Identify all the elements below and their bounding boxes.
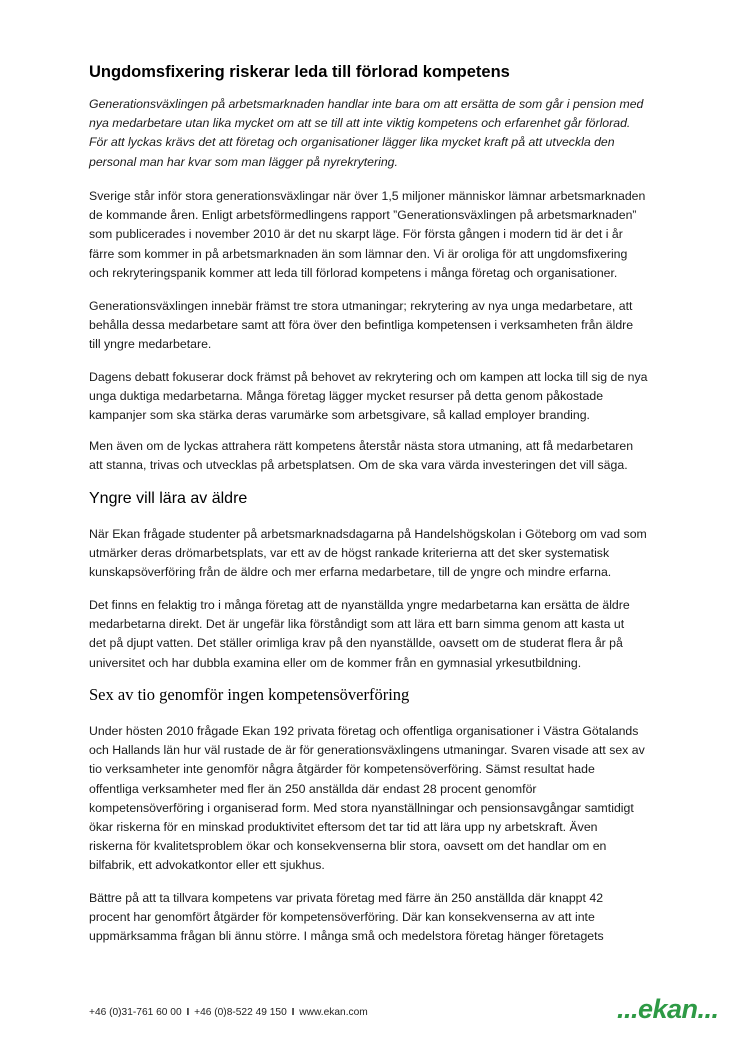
- paragraph: Det finns en felaktig tro i många företag att de nyanställda yngre medarbetarna kan ersätta de äldre medarbetarna direkt. Det är ungefär lika förståndigt som att lära ett barn simma genom att kasta ut det på djupt vatten. Det ställer orimliga krav på den nyanställde, oavsett om de studerat flera år på universitet och har dubbla examina eller om de kommer från en gymnasial yrkesutbildning.: [89, 598, 630, 670]
- paragraph: Dagens debatt fokuserar dock främst på behovet av rekrytering och om kampen att locka till sig de nya unga duktiga medarbetarna. Många företag lägger mycket resurser på detta genom påkostade kampanjer som ska stärka deras varumärke som arbetsgivare, så kallad employer branding.: [89, 370, 648, 423]
- footer-separator: I: [186, 1007, 190, 1018]
- paragraph: Sverige står inför stora generationsväxlingar när över 1,5 miljoner människor lämnar arbetsmarknaden de kommande åren. Enligt arbetsförmedlingens rapport ”Generationsväxlingen på arbetsmarknaden” som publicerades i november 2010 är det nu skarpt läge. För första gången i modern tid är det i år färre som kommer in på arbetsmarknaden än som lämnar den. Vi är oroliga för att ungdomsfixering och rekryteringspanik kommer att leda till förlorad kompetens i många företag och organisationer.: [89, 189, 646, 280]
- paragraph: Generationsväxlingen innebär främst tre stora utmaningar; rekrytering av nya unga medarbetare, att behålla dessa medarbetare samt att föra över den befintliga kompetensen i verksamheten från äldre till yngre medarbetare.: [89, 299, 634, 352]
- article-lead: Generationsväxlingen på arbetsmarknaden handlar inte bara om att ersätta de som går i pension med nya medarbetare utan lika mycket om att se till att inte viktig kompetens och erfarenhet går förlorad. För att lyckas krävs det att företag och organisationer lägger lika mycket kraft på att utveckla den personal man har kvar som man lägger på nyrekrytering.: [89, 97, 644, 169]
- footer-website-link[interactable]: www.ekan.com: [299, 1007, 368, 1018]
- footer-phone-gothenburg: +46 (0)31-761 60 00: [89, 1007, 182, 1018]
- section-heading: Yngre vill lära av äldre: [89, 490, 248, 507]
- paragraph: När Ekan frågade studenter på arbetsmarknadsdagarna på Handelshögskolan i Göteborg om vad som utmärker deras drömarbetsplats, var ett av de högst rankade kriterierna att det sker systematisk kunskapsöverföring från de äldre och mer erfarna medarbetare, till de yngre och mindre erfarna.: [89, 527, 647, 580]
- footer-phone-stockholm: +46 (0)8-522 49 150: [194, 1007, 287, 1018]
- footer-separator: I: [291, 1007, 295, 1018]
- paragraph: Men även om de lyckas attrahera rätt kompetens återstår nästa stora utmaning, att få medarbetaren att stanna, trivas och utvecklas på arbetsplatsen. Om de ska vara värda investeringen det vill säga.: [89, 439, 634, 473]
- section-heading: Sex av tio genomför ingen kompetensöverföring: [89, 685, 410, 704]
- footer-contact: [89, 1007, 368, 1018]
- article-title: Ungdomsfixering riskerar leda till förlorad kompetens: [89, 63, 510, 81]
- paragraph: Under hösten 2010 frågade Ekan 192 privata företag och offentliga organisationer i Västra Götalands och Hallands län hur väl rustade de är för generationsväxlingens utmaningar. Svaren visade att sex av tio verksamheter inte genomför några åtgärder för kompetensöverföring. Sämst resultat hade offentliga verksamheter med fler än 250 anställda där endast 28 procent genomför kompetensöverföring i organiserad form. Med stora nyanställningar och pensionsavgångar samtidigt ökar riskerna för en minskad produktivitet eftersom det tar tid att lära upp ny arbetskraft. Även riskerna för kvalitetsproblem ökar och konsekvenserna blir stora, oavsett om det handlar om en bilfabrik, ett advokatkontor eller ett sjukhus.: [89, 724, 645, 873]
- paragraph: Bättre på att ta tillvara kompetens var privata företag med färre än 250 anställda där knappt 42 procent har genomfört åtgärder för kompetensöverföring. Där kan konsekvenserna av att inte uppmärksamma frågan bli ännu större. I många små och medelstora företag hänger företagets: [89, 891, 604, 944]
- ekan-logo: ...ekan...: [617, 994, 719, 1024]
